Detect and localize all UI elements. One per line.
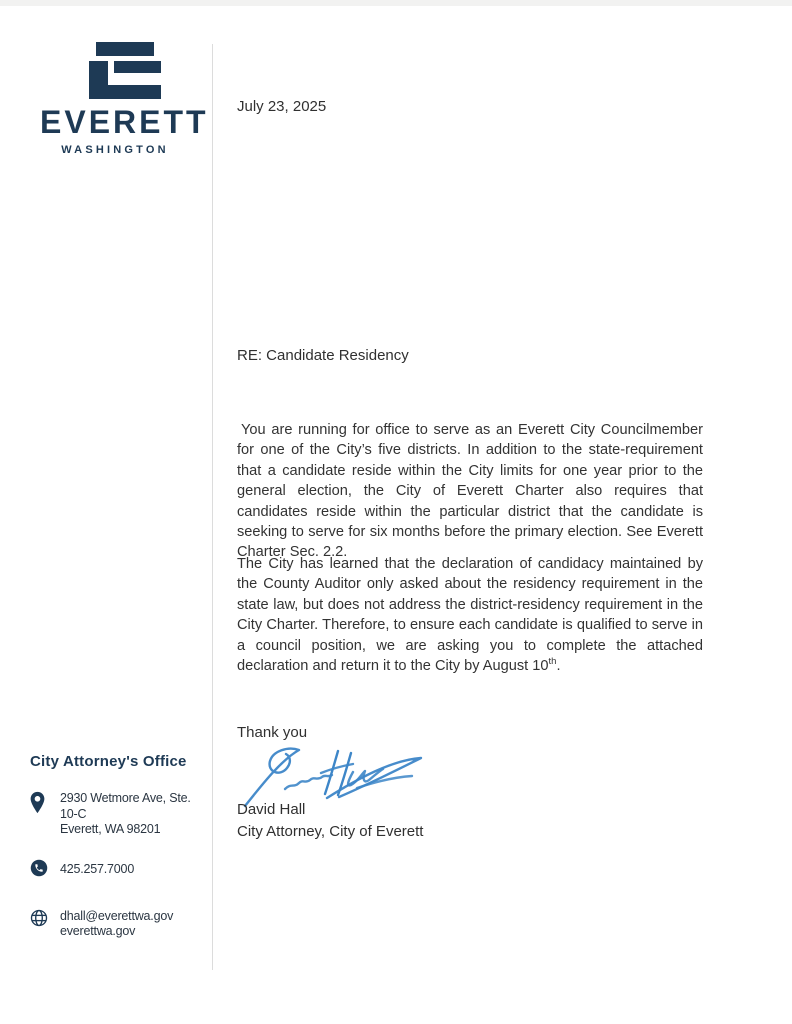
vertical-divider	[212, 44, 213, 970]
address-line-1: 2930 Wetmore Ave, Ste. 10-C	[60, 791, 191, 821]
scan-artifact-top-edge	[0, 0, 792, 6]
phone-number: 425.257.7000	[60, 862, 135, 877]
logo-state-name: WASHINGTON	[61, 144, 169, 156]
everett-e-monogram-icon	[89, 42, 161, 99]
paragraph-2	[237, 554, 703, 676]
address-text	[60, 791, 202, 838]
sidebar-heading: City Attorney's Office	[30, 753, 187, 770]
email-address: dhall@everettwa.gov	[60, 908, 174, 923]
web-row	[30, 909, 202, 940]
logo-bar-middle	[114, 61, 161, 73]
address-line-2: Everett, WA 98201	[60, 822, 161, 836]
paragraph-2-period: .	[556, 658, 561, 675]
address-row	[30, 791, 202, 838]
phone-row	[30, 859, 202, 882]
web-text	[60, 909, 173, 940]
logo-city-name: EVERETT	[40, 104, 209, 140]
logo-bar-bottom	[89, 85, 161, 99]
letter-date: July 23, 2025	[237, 98, 327, 115]
closing-line: Thank you	[237, 724, 308, 741]
contact-sidebar	[30, 753, 202, 940]
subject-line: RE: Candidate Residency	[237, 347, 409, 364]
paragraph-2-text: The City has learned that the declaration of candidacy maintained by the County Auditor only asked about the residency requirement in the state law, but does not address the district-residency requirement in the City Charter. Therefore, to ensure each candidate is qualified to serve in a council position, we are asking you to complete the attached declaration and return it to the City by August 10	[237, 556, 703, 675]
globe-icon	[30, 909, 60, 932]
ordinal-superscript: th	[548, 656, 557, 668]
logo-bar-top	[96, 42, 154, 56]
pin-icon	[30, 791, 60, 819]
signer-name: David Hall	[237, 801, 306, 818]
paragraph-1: You are running for office to serve as an Everett City Councilmember for one of the City’s five districts. In addition to the state-requirement that a candidate reside within the City limits for one year prior to the general election, the City of Everett Charter also requires that candidates reside within the particular district that the candidate is seeking to serve for six months before the primary election. See Everett Charter Sec. 2.2.	[237, 422, 703, 561]
signer-title: City Attorney, City of Everett	[237, 823, 424, 840]
website-url: everettwa.gov	[60, 924, 136, 938]
city-logo	[40, 42, 209, 156]
phone-icon	[30, 859, 60, 882]
